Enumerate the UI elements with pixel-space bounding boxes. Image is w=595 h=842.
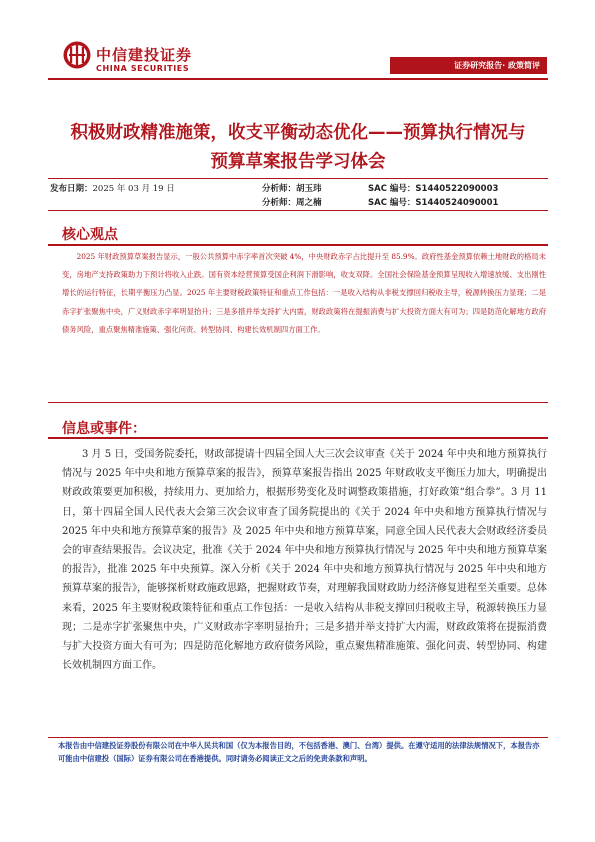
event-divider <box>48 437 548 439</box>
event-text: 3 月 5 日，受国务院委托，财政部提请十四届全国人大三次会议审查《关于 2024 年中央和地方预算执行情况与 2025 年中央和地方预算草案的报告》，预算草案报告指出 2025 年财政收支平衡压力加大，明确提出财政政策要更加积极，持续用力、更加给力，根据形势变化及时调整政策措施，打好政策“组合拳”。3 月 11 日，第十四届全国人民代表大会第三次会议审查了国务院提出的《关于 2024 年中央和地方预算执行情况与 2025 年中央和地方预算草案的报告》及 2025 年中央和地方预算草案，同意全国人民代表大会财政经济委员会的审查结果报告。会议决定，批准《关于 2024 年中央和地方预算执行情况与 2025 年中央和地方预算草案的报告》，批准 2025 年中央预算。深入分析《关于 2024 年中央和地方预算执行情况与 2025 年中央和地方预算草案的报告》，能够探析财政施政思路，把握财政节奏，对理解我国财政助力经济修复进程至关重要。总体来看，2025 年主要财税政策特征和重点工作包括：一是收入结构从非税支撑回归税收主导，税源转换压力显现；二是赤字扩张聚焦中央，广义财政赤字率明显抬升；三是多措并举支持扩大内需，财政政策将在提振消费与扩大投资方面大有可为；四是防范化解地方政府债务风险，重点聚焦精准施策、强化问责、转型协同、构建长效机制四方面工作。 <box>62 449 547 672</box>
publish-date-label: 发布日期： <box>50 184 93 194</box>
sac-label: SAC 编号： <box>368 198 416 208</box>
sac-label: SAC 编号： <box>368 184 416 194</box>
analyst-name: 周之楠 <box>296 198 322 208</box>
core-view-text: 2025 年财政预算草案报告显示，一般公共预算中赤字率首次突破 4%，中央财政赤字占比提升至 85.9%。政府性基金预算依赖土地财政的格局未变，房地产支持政策助力下预计将收入止跌。国有资本经营预算受国企利润下滑影响，收支双降。全国社会保险基金预算呈现收入增速放缓、支出刚性增长的运行特征，长期平衡压力凸显。2025 年主要财税政策特征和重点工作包括：一是收入结构从非税支撑回归税收主导，税源转换压力显现；二是赤字扩张聚焦中央，广义财政赤字率明显抬升；三是多措并举支持扩大内需，财政政策将在提振消费与扩大投资方面大有可为；四是防范化解地方政府债务风险，重点聚焦精准施策、强化问责、转型协同、构建长效机制四方面工作。 <box>62 252 546 334</box>
event-heading: 信息或事件： <box>62 421 146 437</box>
company-logo-icon <box>62 40 92 70</box>
report-type-label: 证券研究报告· 政策简评 <box>454 61 540 70</box>
analyst-1-sac <box>368 182 498 194</box>
footer-divider <box>48 737 548 738</box>
publish-date-value: 2025 年 03 月 19 日 <box>92 184 175 194</box>
publish-date <box>50 182 175 194</box>
sac-number: S1440524090001 <box>415 198 499 208</box>
brand-name-en: CHINA SECURITIES <box>96 64 190 73</box>
meta-divider-top <box>48 178 548 179</box>
report-title-line-1: 积极财政精准施策，收支平衡动态优化——预算执行情况与 <box>70 123 526 143</box>
core-view-divider <box>48 244 548 246</box>
analyst-label: 分析师： <box>262 198 297 208</box>
analyst-2-sac <box>368 196 498 208</box>
brand-name-cn: 中信建投证券 <box>96 46 193 64</box>
footer-disclaimer: 本报告由中信建投证券股份有限公司在中华人民共和国（仅为本报告目的，不包括香港、澳门、台湾）提供。在遵守适用的法律法规情况下，本报告亦可能由中信建投（国际）证券有限公司在香港提供。同时请务必阅读正文之后的免责条款和声明。 <box>58 741 540 763</box>
analyst-2 <box>262 196 322 208</box>
analyst-label: 分析师： <box>262 184 297 194</box>
header-divider <box>48 78 548 80</box>
meta-divider-bottom <box>48 210 548 211</box>
sac-number: S1440522090003 <box>415 184 499 194</box>
core-view-heading: 核心观点 <box>62 227 118 243</box>
report-title-line-2: 预算草案报告学习体会 <box>210 152 386 172</box>
core-view-bottom-divider <box>48 402 548 403</box>
analyst-name: 胡玉玮 <box>296 184 322 194</box>
analyst-1 <box>262 182 322 194</box>
